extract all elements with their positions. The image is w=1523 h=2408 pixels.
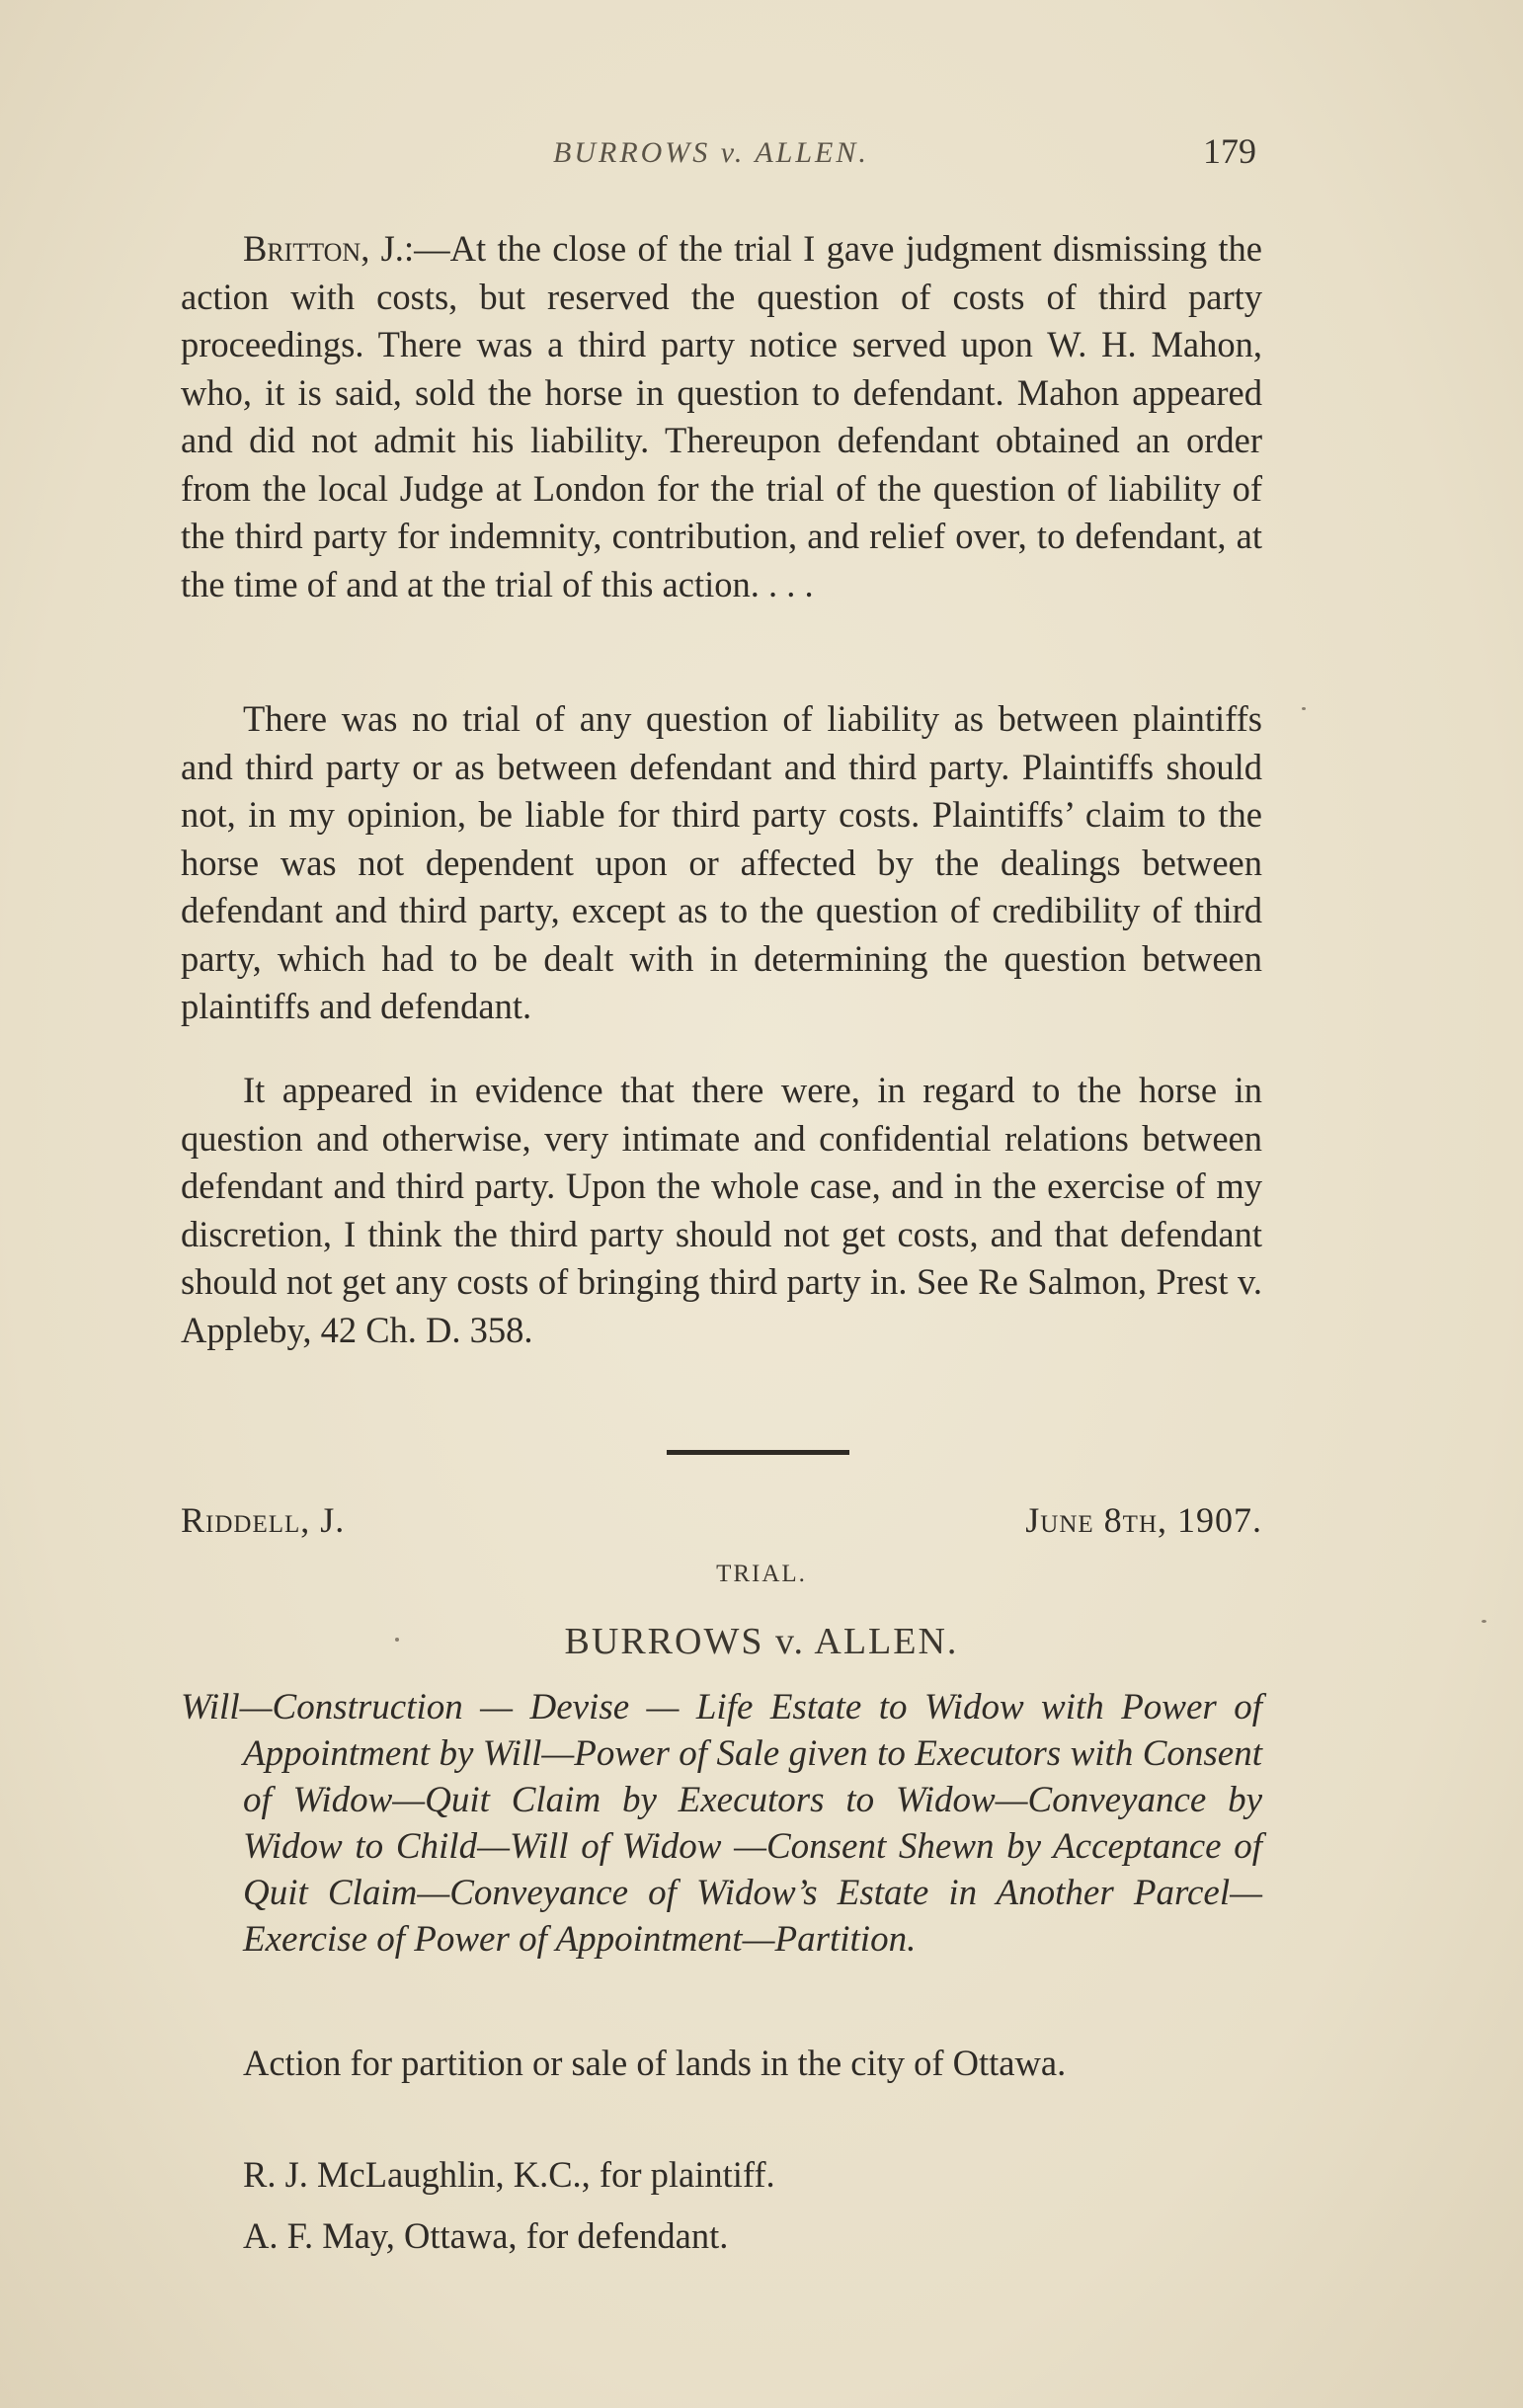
paragraph-text: There was no trial of any question of liability as between plaintiffs and third party or as between defendant and third party. Plaintiffs should not, in my opinion, be liable for third party costs. Plaintiffs’ claim to the horse was not dependent upon or affected by the dealings between defendant and third party, except as to the question of credibility of third party, which had to be dealt with in determining the question between plaintiffs and defendant. [181, 698, 1262, 1026]
judge-name-britton: Britton, J. [243, 228, 404, 269]
running-head: BURROWS v. ALLEN. [553, 136, 869, 169]
section-divider [667, 1450, 849, 1455]
judge-name-riddell: Riddell, J. [181, 1500, 346, 1540]
paper-speck [1302, 707, 1306, 710]
paper-speck [395, 1638, 399, 1642]
case-title: BURROWS v. ALLEN. [564, 1621, 959, 1662]
paper-speck [1482, 1620, 1486, 1623]
counsel-defendant: A. F. May, Ottawa, for defendant. [243, 2215, 729, 2256]
opinion-paragraph-2 [181, 695, 1262, 1031]
case-date: June 8th, 1907. [1025, 1500, 1262, 1540]
action-description: Action for partition or sale of lands in the city of Ottawa. [243, 2043, 1067, 2083]
counsel-plaintiff: R. J. McLaughlin, K.C., for plaintiff. [243, 2154, 775, 2195]
opinion-paragraph-3 [181, 1067, 1262, 1354]
paragraph-text: It appeared in evidence that there were, in regard to the horse in question and otherwise, very intimate and confidential relations between defendant and third party. Upon the whole case, and in the exercise of my discretion, I think the third party should not get costs, and that defendant should not get any costs of bringing third party in. See Re Salmon, Prest v. Appleby, 42 Ch. D. 358. [181, 1070, 1262, 1350]
trial-label: TRIAL. [716, 1561, 807, 1587]
page-number: 179 [1203, 131, 1256, 171]
paragraph-text: :—At the close of the trial I gave judgment dismissing the action with costs, but reserved the question of costs of third party proceedings. There was a third party notice served upon W. H. Mahon, who, it is said, sold the horse in question to defendant. Mahon appeared and did not admit his liability. Thereupon defendant obtained an order from the local Judge at London for the trial of the question of liability of the third party for indemnity, contribution, and relief over, to defendant, at the time of and at the trial of this action. . . . [181, 228, 1262, 604]
headnote: Will—Construction — Devise — Life Estate to Widow with Power of Appointment by Will—Power of Sale given to Executors with Consent of Widow—Quit Claim by Executors to Widow—Conveyance by Widow to Child—Will of Widow —Consent Shewn by Acceptance of Quit Claim—Conveyance of Widow’s Estate in Another Parcel—Exercise of Power of Appointment—Partition. [181, 1687, 1262, 1960]
opinion-paragraph-1 [181, 225, 1262, 608]
